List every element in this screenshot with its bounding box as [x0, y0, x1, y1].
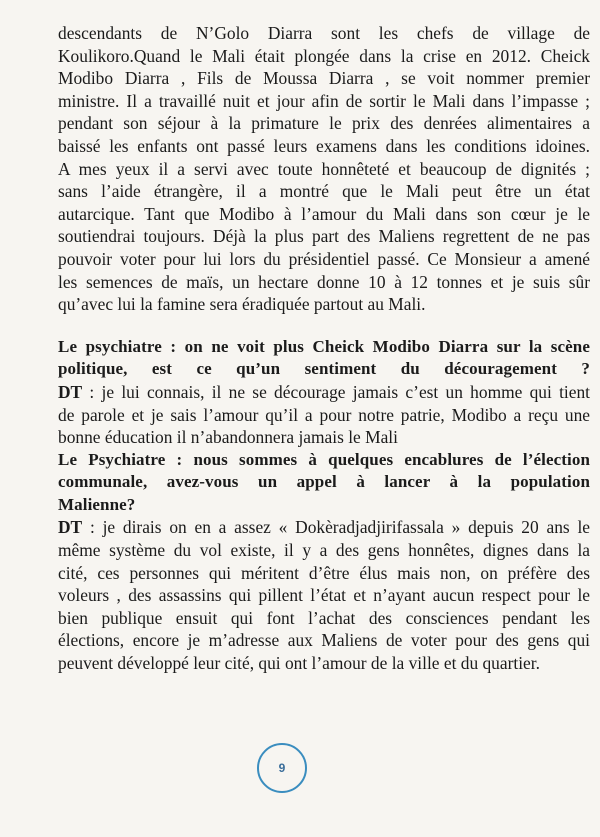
text-line: qu’avec lui la famine sera éradiquée partout au Mali. [58, 294, 426, 315]
answer-line: élections, encore je m’adresse aux Maliens de voter pour des gens qui [58, 630, 590, 651]
answer-text: : je dirais on en a assez « Dokèradjadjirifassala » depuis 20 ans le [82, 517, 590, 538]
text-line: Modibo Diarra , Fils de Moussa Diarra , se voit nommer premier [58, 68, 590, 89]
speaker-label: DT [58, 381, 83, 402]
answer-line: même système du vol existe, il y a des gens honnêtes, dignes dans la [58, 540, 590, 561]
paragraph-biography [58, 22, 590, 316]
question-psychiatrist-2 [58, 449, 590, 517]
text-line: pendant son séjour à la primature le prix des denrées alimentaires a [58, 113, 590, 134]
text-line: A mes yeux il a servi avec toute honnêteté et beaucoup de dignités ; [58, 158, 590, 179]
answer-line: bonne éducation il n’abandonnera jamais le Mali [58, 427, 398, 448]
answer-line [58, 381, 590, 404]
question-line: Malienne? [58, 494, 136, 514]
text-line: baissé les enfants ont passé leurs examens dans les conditions idoines. [58, 135, 590, 156]
document-page [58, 22, 590, 675]
question-line: Le Psychiatre : nous sommes à quelques encablures de l’élection [58, 449, 590, 469]
text-line: autarcique. Tant que Modibo à l’amour du Mali dans son cœur je le [58, 203, 590, 224]
answer-line: de parole et je sais l’amour qu’il a pour notre patrie, Modibo a reçu une [58, 404, 590, 425]
answer-dt-1 [58, 381, 590, 449]
answer-line [58, 516, 590, 539]
paragraph-gap [58, 316, 590, 336]
question-line: Le psychiatre : on ne voit plus Cheick Modibo Diarra sur la scène [58, 336, 590, 356]
answer-text: : je lui connais, il ne se décourage jamais c’est un homme qui tient [82, 381, 590, 402]
text-line: ministre. Il a travaillé nuit et jour afin de sortir le Mali dans l’impasse ; [58, 90, 590, 111]
question-line: communale, avez-vous un appel à lancer à la population [58, 472, 590, 492]
answer-line: voleurs , des assassins qui pillent l’état et n’ayant aucun respect pour le [58, 585, 590, 606]
text-line: pouvoir voter pour lui lors du présidentiel passé. Ce Monsieur a amené [58, 248, 590, 269]
text-line: soutiendrai toujours. Déjà la plus part des Maliens regrettent de ne pas [58, 226, 590, 247]
page-number-badge [257, 743, 307, 793]
answer-dt-2 [58, 516, 590, 674]
speaker-label: DT [58, 517, 83, 538]
answer-line: peuvent développé leur cité, qui ont l’amour de la ville et du quartier. [58, 653, 540, 674]
text-line: les semences de maïs, un hectare donne 10 à 12 tonnes et je suis sûr [58, 271, 590, 292]
text-line: Koulikoro.Quand le Mali était plongée dans la crise en 2012. Cheick [58, 45, 590, 66]
answer-line: bien publique ensuit qui font l’achat des consciences pendant les [58, 607, 590, 628]
text-line: sans l’aide étrangère, il a montré que le Mali peut être un état [58, 181, 590, 202]
question-psychiatrist-1 [58, 336, 590, 381]
answer-line: cité, ces personnes qui méritent d’être élus mais non, on préfère des [58, 562, 590, 583]
page-number: 9 [278, 761, 286, 775]
question-line: politique, est ce qu’un sentiment du découragement ? [58, 359, 590, 379]
text-line: descendants de N’Golo Diarra sont les chefs de village de [58, 23, 590, 43]
